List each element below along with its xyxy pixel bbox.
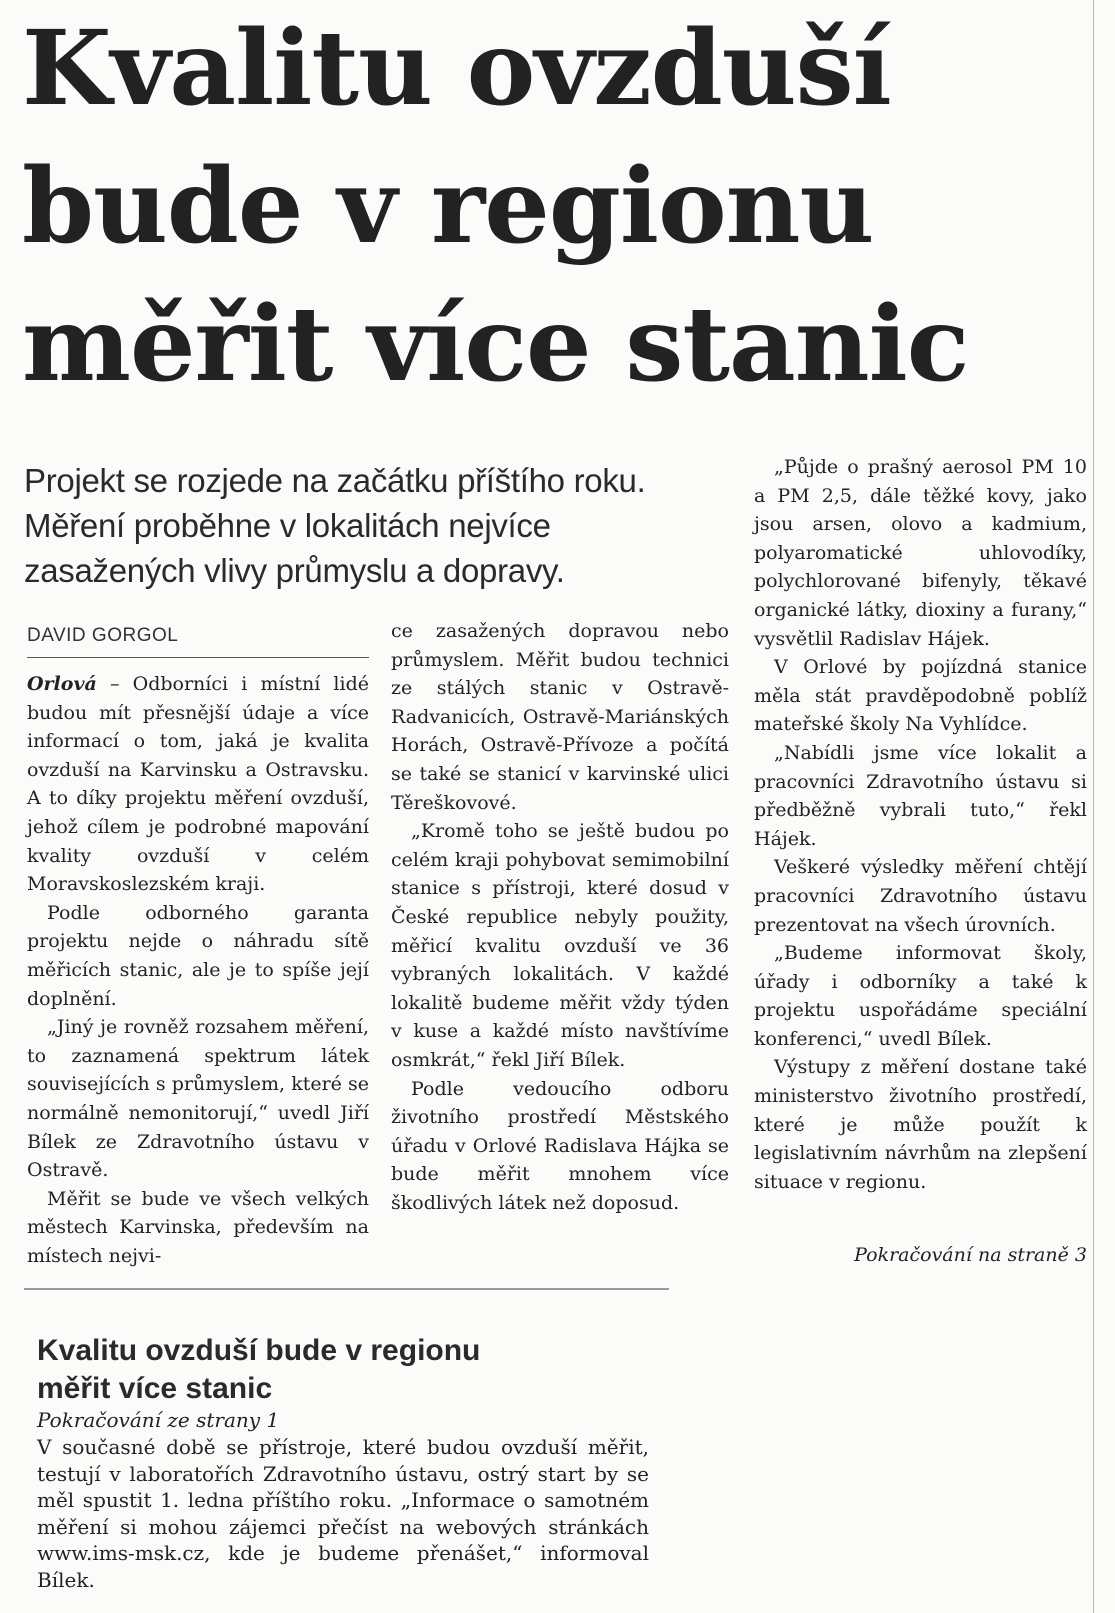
paragraph: ce zasažených dopravou nebo průmyslem. Měřit budou technici ze stálých stanic v Ostravě-Radvanicích, Ostravě-Mariánských Horách, Ostravě-Přívoze a počítá se také se stanicí v karvinské ulici Těreškovové. <box>391 620 729 814</box>
dateline: Orlová <box>27 673 97 695</box>
continued-on-note: Pokračování na straně 3 <box>854 1244 1087 1266</box>
byline: DAVID GORGOL <box>27 625 369 658</box>
subheadline-line: Projekt se rozjede na začátku příštího roku. <box>24 462 646 499</box>
headline-line: Kvalitu ovzduší <box>22 8 891 129</box>
subheadline-line: zasažených vlivy průmyslu a dopravy. <box>24 552 565 589</box>
paragraph: Veškeré výsledky měření chtějí pracovníci Zdravotního ústavu prezentovat na všech úrovních. <box>754 856 1087 936</box>
paragraph: V Orlové by pojízdná stanice měla stát pravděpodobně poblíž mateřské školy Na Vyhlídce. <box>754 656 1087 736</box>
continued-from-note: Pokračování ze strany 1 <box>37 1408 280 1432</box>
paragraph: „Budeme informovat školy, úřady i odborníky a také k projektu uspořádáme speciální konferenci,“ uvedl Bílek. <box>754 942 1087 1050</box>
paragraph: Podle odborného garanta projektu nejde o náhradu sítě měřicích stanic, ale je to spíše její doplnění. <box>27 901 369 1010</box>
paragraph: „Půjde o prašný aerosol PM 10 a PM 2,5, dále těžké kovy, jako jsou arsen, olovo a kadmium, polyaromatické uhlovodíky, polychlorované bifenyly, těkavé organické látky, dioxiny a furany,“ vysvětlil Radislav Hájek. <box>754 456 1087 650</box>
article-column-3 <box>754 453 1087 1196</box>
paragraph: Podle vedoucího odboru životního prostředí Městského úřadu v Orlové Radislava Hájka se bude měřit mnohem více škodlivých látek než doposud. <box>391 1077 729 1214</box>
article-column-1 <box>27 670 369 1270</box>
paragraph: „Kromě toho se ještě budou po celém kraji pohybovat semimobilní stanice s přístroji, které dosud v České republice nebyly použity, měřicí kvalitu ovzduší ve 36 vybraných lokalitách. V každé lokalitě budeme měřit vždy týden v kuse a každé místo navštívíme osmkrát,“ řekl Jiří Bílek. <box>391 820 729 1071</box>
paragraph: Měřit se bude ve všech velkých městech Karvinska, především na místech nejvi- <box>27 1187 369 1267</box>
article-column-2 <box>391 617 729 1217</box>
subheadline-line: Měření proběhne v lokalitách nejvíce <box>24 507 551 544</box>
column-rule <box>1093 0 1094 1613</box>
paragraph: Výstupy z měření dostane také ministerstvo životního prostředí, které je může použít k legislativním návrhům na zlepšení situace v regionu. <box>754 1056 1087 1193</box>
paragraph: „Nabídli jsme více lokalit a pracovníci Zdravotního ústavu si předběžně vybrali tuto,“ řekl Hájek. <box>754 741 1087 850</box>
headline <box>22 0 1082 414</box>
lead-text: – Odborníci i místní lidé budou mít přesnější údaje a více informací o tom, jaká je kvalita ovzduší na Karvinsku a Ostravsku. A to díky projektu měření ovzduší, jehož cílem je podrobné mapování kvality ovzduší v celém Moravskoslezském kraji. <box>27 673 369 896</box>
section-divider <box>24 1288 669 1290</box>
continuation-body: V současné době se přístroje, které budou ovzduší měřit, testují v laboratořích Zdravotního ústavu, ostrý start by se měl spustit 1. ledna příštího roku. „Informace o samotném měření si mohou zájemci přečíst na webových stránkách www.ims-msk.cz, kde je budeme přenášet,“ informoval Bílek. <box>37 1435 649 1592</box>
subheadline <box>24 458 724 593</box>
paragraph: „Jiný je rovněž rozsahem měření, to zaznamená spektrum látek souvisejících s průmyslem, které se normálně nemonitorují,“ uvedl Jiří Bílek ze Zdravotního ústavu v Ostravě. <box>27 1016 369 1182</box>
continuation-title-line: měřit více stanic <box>37 1372 273 1405</box>
headline-line: bude v regionu <box>22 146 874 267</box>
lead-paragraph <box>27 670 369 899</box>
continuation-title <box>37 1332 677 1408</box>
continuation-title-line: Kvalitu ovzduší bude v regionu <box>37 1334 481 1367</box>
headline-line: měřit více stanic <box>22 284 969 405</box>
